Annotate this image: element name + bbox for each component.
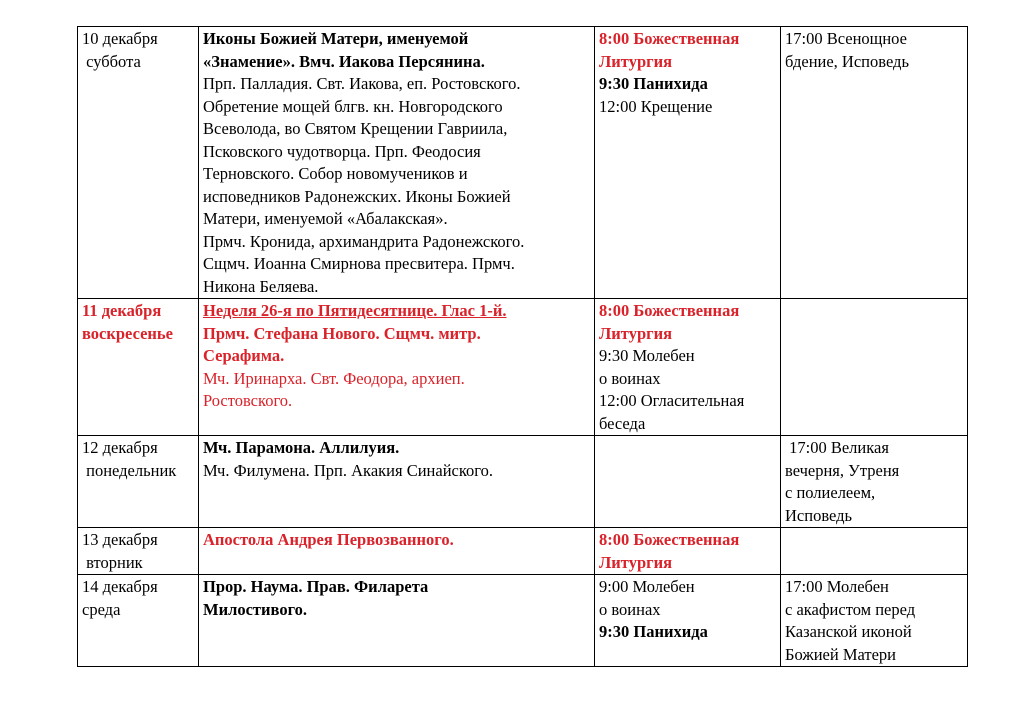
saints-cell: [199, 436, 595, 528]
evening-services-cell: [781, 575, 968, 667]
evening-services-cell: [781, 27, 968, 299]
schedule-row: [78, 528, 968, 575]
schedule-row: [78, 436, 968, 528]
text-line: 14 декабря: [82, 577, 158, 596]
text-line: Прмч. Стефана Нового. Сщмч. митр.: [203, 323, 481, 343]
text-line: вторник: [82, 552, 143, 572]
saints-cell: [199, 528, 595, 575]
text-line: Исповедь: [785, 505, 853, 525]
text-line: 12 декабря: [82, 438, 158, 457]
text-line: Терновского. Собор новомучеников и: [203, 164, 468, 183]
text-line: 9:30 Молебен: [599, 346, 695, 365]
date-cell: [78, 436, 199, 528]
date-cell: [78, 27, 199, 299]
text-line: понедельник: [82, 460, 177, 480]
text-line: Мч. Парамона. Аллилуия.: [203, 438, 400, 457]
text-line: Всеволода, во Святом Крещении Гавриила,: [203, 119, 508, 138]
date-cell: [78, 528, 199, 575]
text-line: Прмч. Кронида, архимандрита Радонежского.: [203, 231, 525, 251]
saints-cell: [199, 299, 595, 436]
schedule-body: [78, 27, 968, 667]
evening-services-cell: [781, 528, 968, 575]
text-line: о воинах: [599, 368, 661, 388]
text-line: 17:00 Великая: [785, 438, 889, 457]
text-line: Ростовского.: [203, 391, 293, 410]
text-line: Мч. Иринарха. Свт. Феодора, архиеп.: [203, 368, 465, 388]
morning-services-cell: [595, 27, 781, 299]
morning-services-cell: [595, 299, 781, 436]
saints-cell: [199, 575, 595, 667]
morning-services-cell: [595, 575, 781, 667]
text-line: Прор. Наума. Прав. Филарета: [203, 577, 429, 596]
text-line: Литургия: [599, 552, 673, 572]
text-line: Иконы Божией Матери, именуемой: [203, 29, 469, 48]
text-line: 17:00 Всенощное: [785, 29, 907, 48]
text-line: беседа: [599, 413, 646, 433]
text-line: Казанской иконой: [785, 622, 912, 641]
text-line: Серафима.: [203, 346, 285, 365]
text-line: Никона Беляева.: [203, 276, 319, 296]
text-line: Литургия: [599, 51, 673, 71]
text-line: «Знамение». Вмч. Иакова Персянина.: [203, 51, 485, 71]
date-cell: [78, 299, 199, 436]
text-line: 9:30 Панихида: [599, 622, 708, 641]
text-line: 9:30 Панихида: [599, 74, 708, 93]
text-line: бдение, Исповедь: [785, 51, 909, 71]
morning-services-cell: [595, 528, 781, 575]
text-line: 8:00 Божественная: [599, 530, 740, 549]
text-line: Мч. Филумена. Прп. Акакия Синайского.: [203, 460, 494, 480]
schedule-table: [77, 26, 968, 667]
text-line: Божией Матери: [785, 644, 897, 664]
schedule-row: [78, 27, 968, 299]
text-line: о воинах: [599, 599, 661, 619]
text-line: Апостола Андрея Первозванного.: [203, 530, 454, 549]
text-line: Прп. Палладия. Свт. Иакова, еп. Ростовского.: [203, 74, 521, 93]
text-line: Обретение мощей блгв. кн. Новгородского: [203, 96, 503, 116]
text-line: 12:00 Крещение: [599, 96, 713, 116]
text-line: воскресенье: [82, 323, 173, 343]
morning-services-cell: [595, 436, 781, 528]
text-line: вечерня, Утреня: [785, 460, 900, 480]
text-line: среда: [82, 599, 121, 619]
text-line: 9:00 Молебен: [599, 577, 695, 596]
text-line: исповедников Радонежских. Иконы Божией: [203, 186, 511, 206]
text-line: 11 декабря: [82, 301, 162, 320]
text-line: Сщмч. Иоанна Смирнова пресвитера. Прмч.: [203, 254, 515, 273]
text-line: Литургия: [599, 323, 673, 343]
date-cell: [78, 575, 199, 667]
saints-cell: [199, 27, 595, 299]
text-line: 13 декабря: [82, 530, 158, 549]
schedule-row: [78, 299, 968, 436]
text-line: Псковского чудотворца. Прп. Феодосия: [203, 141, 481, 161]
text-line: 8:00 Божественная: [599, 301, 740, 320]
text-line: 10 декабря: [82, 29, 158, 48]
text-line: Милостивого.: [203, 599, 308, 619]
text-line: 8:00 Божественная: [599, 29, 740, 48]
text-line: с акафистом перед: [785, 599, 916, 619]
evening-services-cell: [781, 436, 968, 528]
text-line: Неделя 26-я по Пятидесятнице. Глас 1-й.: [203, 301, 507, 320]
schedule-row: [78, 575, 968, 667]
text-line: 17:00 Молебен: [785, 577, 889, 596]
text-line: с полиелеем,: [785, 483, 876, 502]
text-line: 12:00 Огласительная: [599, 391, 745, 410]
text-line: суббота: [82, 51, 141, 71]
text-line: Матери, именуемой «Абалакская».: [203, 209, 448, 228]
evening-services-cell: [781, 299, 968, 436]
